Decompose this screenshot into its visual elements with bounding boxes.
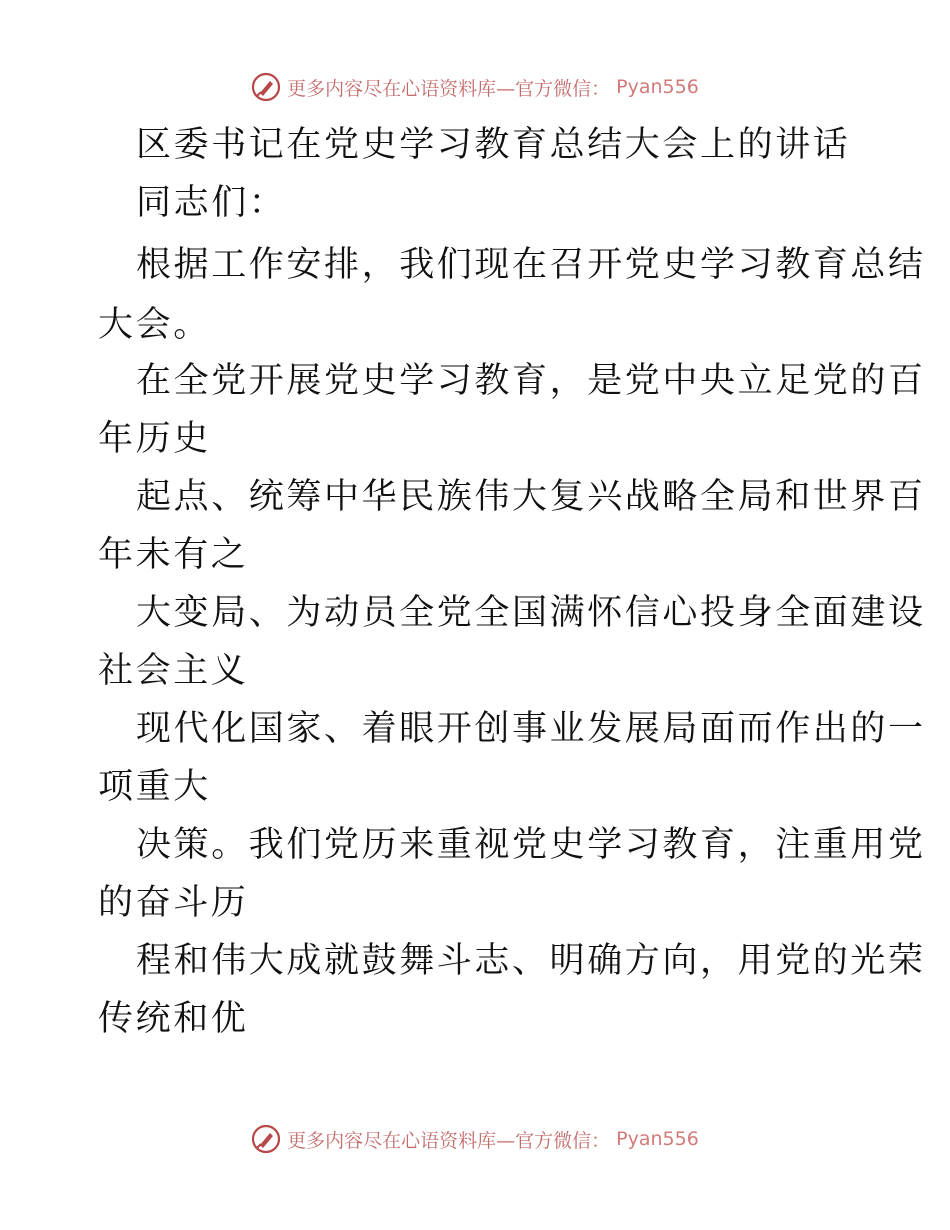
document-title: 区委书记在党史学习教育总结大会上的讲话	[136, 125, 851, 165]
pen-logo-icon	[251, 1124, 281, 1154]
paragraph-line: 年未有之	[98, 535, 249, 575]
paragraph-line: 传统和优	[98, 999, 249, 1039]
paragraph-line: 的奋斗历	[98, 883, 249, 923]
paragraph-line: 根据工作安排，我们现在召开党史学习教育总结	[136, 245, 926, 285]
paragraph-line: 年历史	[98, 419, 211, 459]
footer-watermark	[0, 1124, 950, 1154]
paragraph-line: 现代化国家、着眼开创事业发展局面而作出的一	[136, 709, 926, 749]
watermark-wechat-id: Pyan556	[616, 76, 699, 98]
paragraph-line: 在全党开展党史学习教育，是党中央立足党的百	[136, 361, 926, 401]
paragraph-line: 大变局、为动员全党全国满怀信心投身全面建设	[136, 593, 926, 633]
paragraph-line: 项重大	[98, 767, 211, 807]
paragraph-line: 起点、统筹中华民族伟大复兴战略全局和世界百	[136, 477, 926, 517]
header-watermark	[0, 72, 950, 102]
paragraph-line: 大会。	[98, 305, 211, 345]
paragraph-line: 决策。我们党历来重视党史学习教育，注重用党	[136, 825, 926, 865]
watermark-text: 更多内容尽在心语资料库—官方微信：	[287, 77, 611, 100]
paragraph-line: 程和伟大成就鼓舞斗志、明确方向，用党的光荣	[136, 941, 926, 981]
pen-logo-icon	[251, 72, 281, 102]
watermark-text: 更多内容尽在心语资料库—官方微信：	[287, 1129, 611, 1152]
paragraph-line: 社会主义	[98, 651, 249, 691]
watermark-wechat-id: Pyan556	[616, 1128, 699, 1150]
salutation: 同志们：	[136, 183, 287, 223]
